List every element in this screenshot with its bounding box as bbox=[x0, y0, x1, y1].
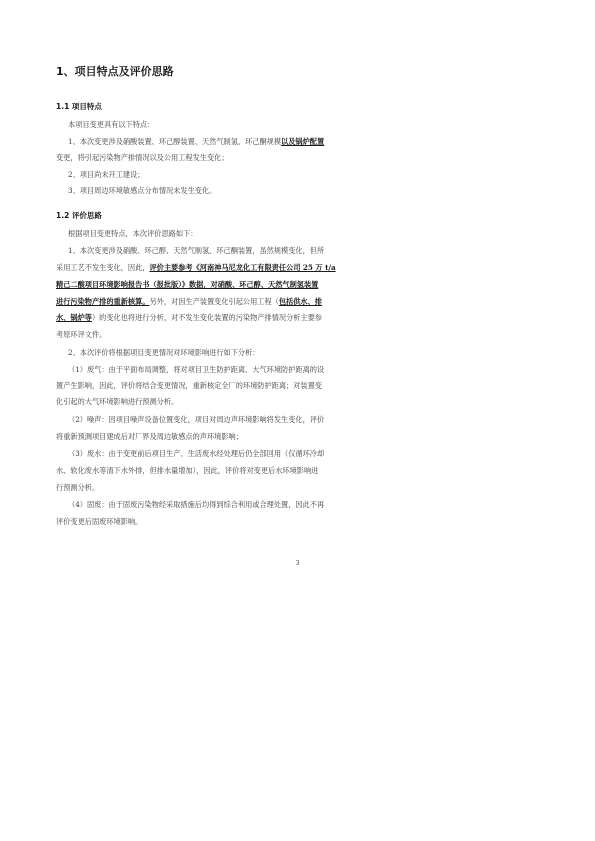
paragraph-line: 本项目变更具有以下特点： bbox=[68, 120, 155, 129]
paragraph-line: 3、项目周边环境敏感点分布情况未发生变化。 bbox=[68, 186, 217, 195]
paragraph-line: （4）固废：由于固废污染物经采取措施后均得到综合利用或合理处置，因此不再 bbox=[68, 500, 325, 509]
paragraph-line: （1）废气：由于平面布局调整，将对项目卫生防护距离、大气环境防护距离的设 bbox=[68, 365, 325, 374]
emphasis-text: 精己二酸项目环境影响报告书（报批版）》数据，对硝酸、环己醇、天然气制氢装置 bbox=[56, 280, 319, 289]
paragraph-line: 化引起的大气环境影响进行预测分析。 bbox=[56, 397, 179, 406]
paragraph-line: 将重新预测项目建成后对厂界及周边敏感点的声环境影响； bbox=[56, 432, 243, 441]
paragraph-line: 考原环评文件。 bbox=[56, 330, 107, 339]
paragraph-line: 2、本次评价将根据项目变更情况对环境影响进行如下分析： bbox=[68, 348, 260, 357]
paragraph-line bbox=[68, 137, 324, 147]
emphasis-text: 进行污染物产排的重新核算。 bbox=[56, 297, 150, 306]
subsection-heading-1-2: 1.2 评价思路 bbox=[56, 211, 102, 220]
paragraph-line: 水、软化废水等清下水外排，但排水量增加），因此，评价将对变更后水环境影响进 bbox=[56, 466, 319, 475]
paragraph-line: 根据项目变更特点，本次评价思路如下： bbox=[68, 229, 198, 238]
paragraph-line: 2、项目尚未开工建设； bbox=[68, 170, 145, 179]
text-run: ）的变化也将进行分析，对不发生变化装置的污染物产排情况分析主要参 bbox=[91, 313, 322, 322]
paragraph-line: 评价变更后固废环境影响。 bbox=[56, 517, 143, 526]
text-run: 采用工艺不发生变化，因此， bbox=[56, 263, 150, 272]
subsection-heading-1-1: 1.1 项目特点 bbox=[56, 102, 102, 111]
paragraph-line bbox=[56, 297, 322, 307]
emphasis-text: 包括供水、排 bbox=[278, 297, 322, 306]
emphasis-text: 评价主要参考《河南神马尼龙化工有限责任公司 25 万 t/a bbox=[149, 263, 336, 272]
text-run: 另外，对因生产装置变化引起公用工程（ bbox=[149, 297, 279, 306]
paragraph-line: 行预测分析。 bbox=[56, 483, 100, 492]
paragraph-line: （3）废水：由于变更前后项目生产、生活废水经处理后仍全部回用（仅循环冷却 bbox=[68, 449, 325, 458]
paragraph-line bbox=[56, 263, 336, 273]
paragraph-line: 变更，将引起污染物产排情况以及公用工程发生变化； bbox=[56, 153, 229, 162]
paragraph-line: 置产生影响，因此，评价将结合变更情况，重新核定全厂的环境防护距离；对装置变 bbox=[56, 381, 322, 390]
paragraph-line: 1、本次变更涉及硝酸、环己醇、天然气制氢、环己酮装置，虽然规模变化，但所 bbox=[68, 246, 325, 255]
emphasis-text: 水、锅炉等 bbox=[56, 313, 92, 322]
emphasis-text: 以及锅炉配置 bbox=[281, 137, 325, 146]
page-number: 3 bbox=[295, 560, 300, 567]
paragraph-line bbox=[56, 280, 318, 290]
paragraph-line: （2）噪声：因项目噪声设备位置变化，项目对周边声环境影响将发生变化，评价 bbox=[68, 415, 325, 424]
paragraph-line bbox=[56, 313, 322, 323]
section-title: 1、项目特点及评价思路 bbox=[56, 65, 174, 78]
text-run: 1、本次变更涉及硝酸装置、环己醇装置、天然气制氢、环己酮规模 bbox=[68, 137, 282, 146]
